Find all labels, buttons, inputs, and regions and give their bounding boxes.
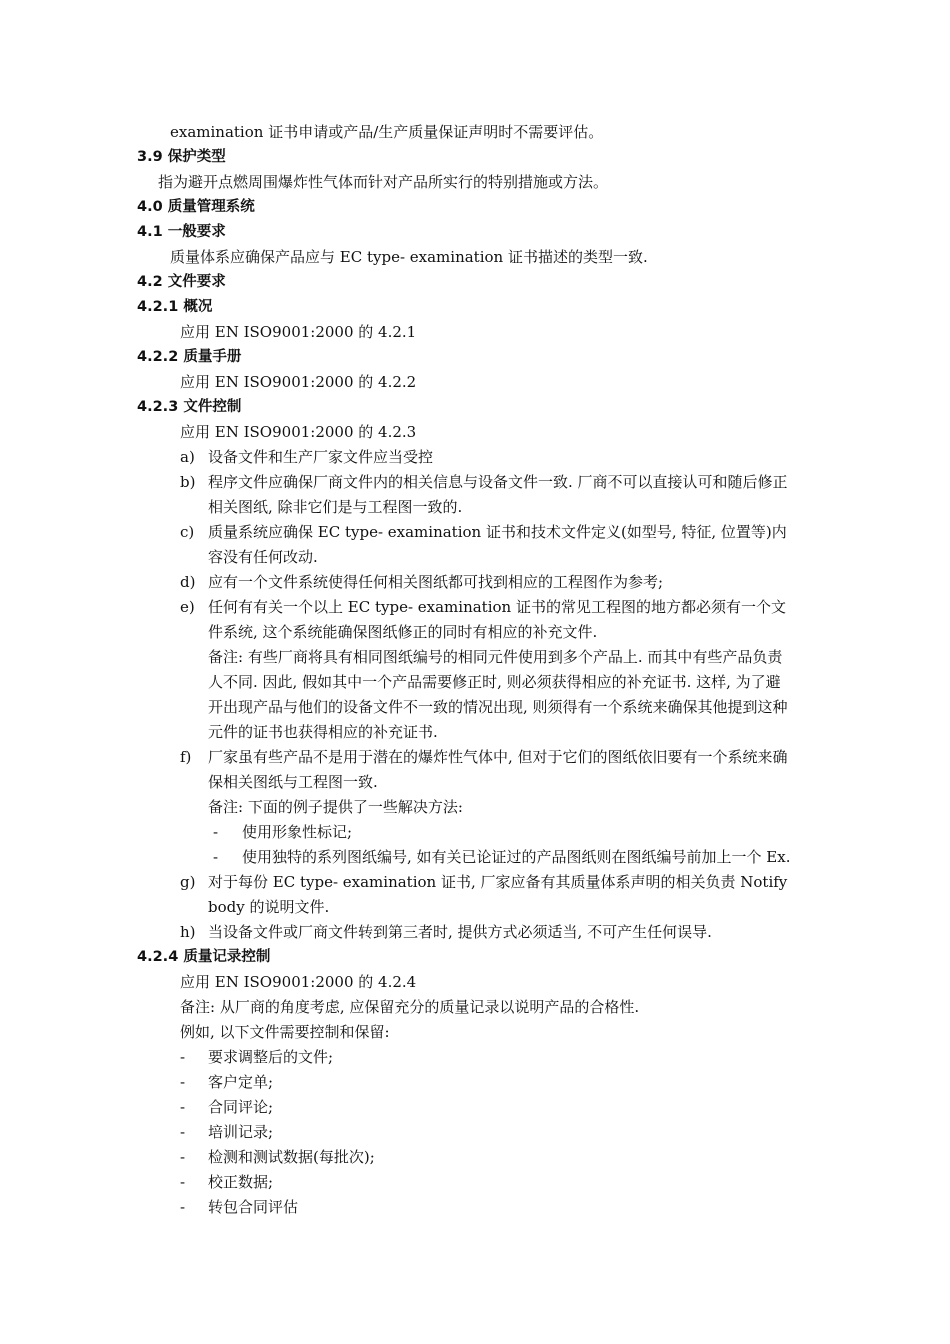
text: 使用形象性标记; (242, 823, 353, 841)
list-marker: b) (180, 473, 196, 491)
list-marker: e) (180, 598, 195, 616)
text: 校正数据; (208, 1173, 274, 1191)
list-marker: a) (180, 448, 195, 466)
text: 要求调整后的文件; (208, 1048, 334, 1066)
text: 任何有有关一个以上 EC type- examination 证书的常见工程图的地方都必须有一个文 (208, 598, 786, 616)
list-marker: f) (180, 748, 192, 766)
text: 备注: 有些厂商将具有相同图纸编号的相同元件使用到多个产品上. 而其中有些产品负责 (208, 648, 783, 666)
dash-marker: - (180, 1098, 186, 1116)
dash-marker: - (180, 1123, 186, 1141)
heading-text: 4.2 文件要求 (137, 274, 226, 290)
dash-marker: - (213, 823, 219, 841)
text: 相关图纸, 除非它们是与工程图一致的. (208, 498, 463, 516)
dash-marker: - (180, 1198, 186, 1216)
text: 容没有任何改动. (208, 548, 318, 566)
text: 厂家虽有些产品不是用于潜在的爆炸性气体中, 但对于它们的图纸依旧要有一个系统来确 (208, 748, 788, 766)
text: 转包合同评估 (208, 1198, 299, 1216)
text: 备注: 下面的例子提供了一些解决方法: (208, 798, 463, 816)
text: 程序文件应确保厂商文件内的相关信息与设备文件一致. 厂商不可以直接认可和随后修正 (208, 473, 788, 491)
text: 应用 EN ISO9001:2000 的 4.2.1 (180, 323, 417, 341)
text: 检测和测试数据(每批次); (208, 1148, 375, 1166)
text: 备注: 从厂商的角度考虑, 应保留充分的质量记录以说明产品的合格性. (180, 998, 640, 1016)
text: 应用 EN ISO9001:2000 的 4.2.2 (180, 373, 417, 391)
text: 保相关图纸与工程图一致. (208, 773, 378, 791)
text: 使用独特的系列图纸编号, 如有关已论证过的产品图纸则在图纸编号前加上一个 Ex. (242, 848, 791, 866)
text: 例如, 以下文件需要控制和保留: (180, 1023, 390, 1041)
heading-text: 3.9 保护类型 (137, 149, 226, 165)
text: 件系统, 这个系统能确保图纸修正的同时有相应的补充文件. (208, 623, 598, 641)
text: 指为避开点燃周围爆炸性气体而针对产品所实行的特别措施或方法。 (158, 173, 609, 191)
text: 应用 EN ISO9001:2000 的 4.2.3 (180, 423, 417, 441)
heading-text: 4.1 一般要求 (137, 224, 226, 240)
list-marker: c) (180, 523, 195, 541)
list-marker: g) (180, 873, 196, 891)
heading-text: 4.2.4 质量记录控制 (137, 949, 271, 965)
heading-text: 4.2.3 文件控制 (137, 399, 242, 415)
text: 合同评论; (208, 1098, 274, 1116)
text: 客户定单; (208, 1073, 274, 1091)
text: 培训记录; (208, 1123, 274, 1141)
text: 人不同. 因此, 假如其中一个产品需要修正时, 则必须获得相应的补充证书. 这样, 为了避 (208, 673, 781, 691)
text: 当设备文件或厂商文件转到第三者时, 提供方式必须适当, 不可产生任何误导. (208, 923, 712, 941)
dash-marker: - (180, 1173, 186, 1191)
text: body 的说明文件. (208, 898, 330, 916)
text: examination 证书申请或产品/生产质量保证声明时不需要评估。 (170, 123, 604, 141)
text: 质量体系应确保产品应与 EC type- examination 证书描述的类型一致. (170, 248, 648, 266)
dash-marker: - (180, 1148, 186, 1166)
dash-marker: - (180, 1073, 186, 1091)
list-marker: d) (180, 573, 196, 591)
text: 元件的证书也获得相应的补充证书. (208, 723, 438, 741)
heading-text: 4.2.1 概况 (137, 299, 213, 315)
heading-text: 4.2.2 质量手册 (137, 349, 242, 365)
dash-marker: - (213, 848, 219, 866)
heading-text: 4.0 质量管理系统 (137, 199, 255, 215)
text: 应用 EN ISO9001:2000 的 4.2.4 (180, 973, 417, 991)
text: 开出现产品与他们的设备文件不一致的情况出现, 则须得有一个系统来确保其他提到这种 (208, 698, 788, 716)
text: 设备文件和生产厂家文件应当受控 (208, 448, 434, 466)
list-marker: h) (180, 923, 196, 941)
text: 应有一个文件系统使得任何相关图纸都可找到相应的工程图作为参考; (208, 573, 664, 591)
dash-marker: - (180, 1048, 186, 1066)
text: 质量系统应确保 EC type- examination 证书和技术文件定义(如型号, 特征, 位置等)内 (208, 523, 787, 541)
text: 对于每份 EC type- examination 证书, 厂家应备有其质量体系声明的相关负责 Notify (208, 873, 788, 891)
